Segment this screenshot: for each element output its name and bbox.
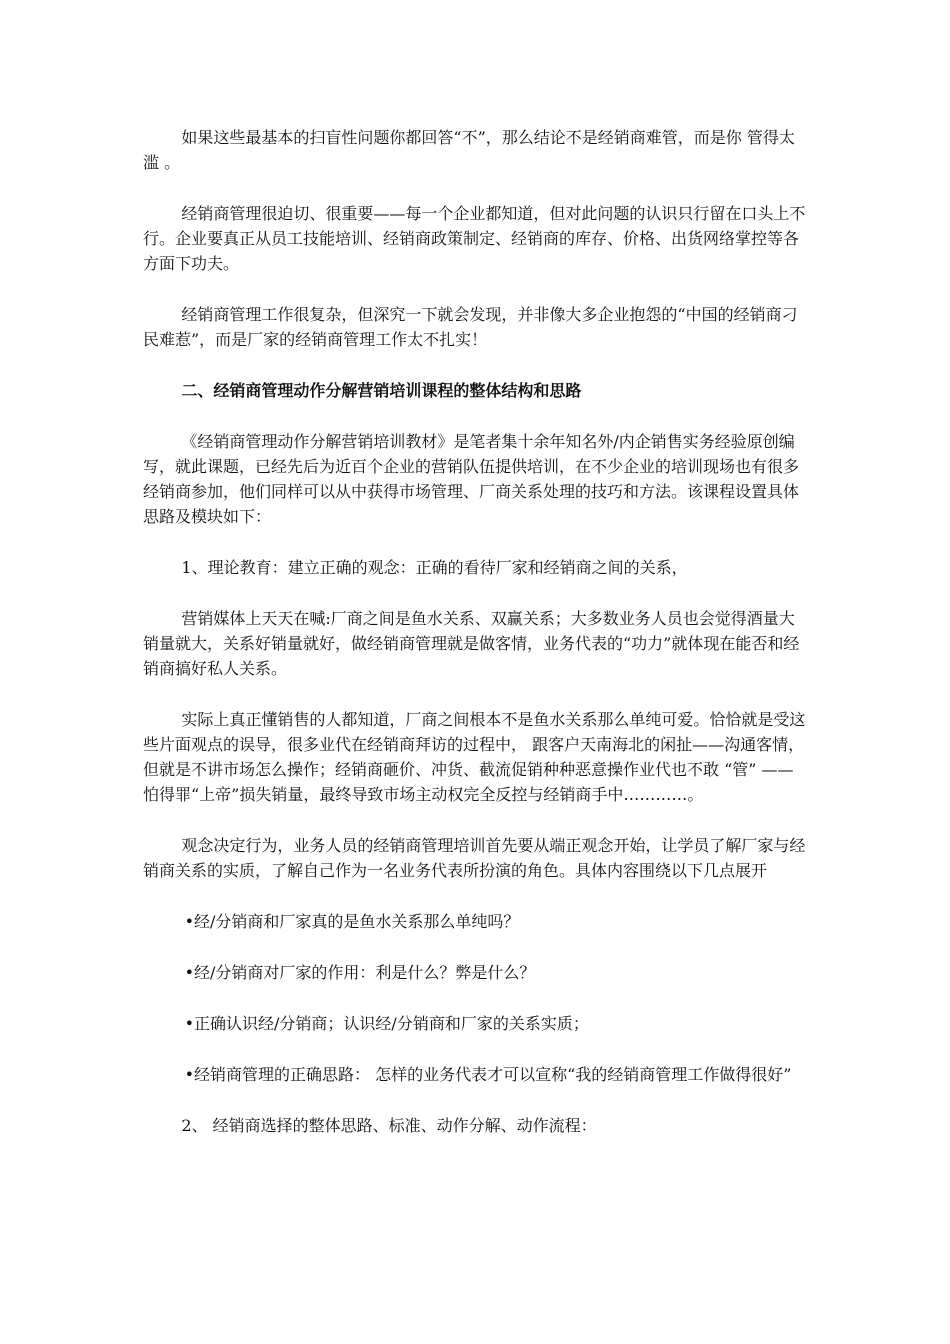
- bullet-item-2: •经/分销商对厂家的作用：利是什么？弊是什么？: [184, 963, 536, 982]
- bullet-item-3: •正确认识经/分销商；认识经/分销商和厂家的关系实质；: [184, 1014, 589, 1033]
- numbered-item-2: 2、 经销商选择的整体思路、标准、动作分解、动作流程：: [181, 1116, 597, 1135]
- document-body: [143, 125, 808, 1164]
- paragraph-concept: 观念决定行为，业务人员的经销商管理培训首先要从端正观念开始，让学员了解厂家与经销商关系的实质，了解自己作为一名业务代表所扮演的角色。具体内容围绕以下几点展开: [143, 836, 806, 880]
- paragraph-conclusion: 如果这些最基本的扫盲性问题你都回答“不”，那么结论不是经销商难管，而是你 管得太滥 。: [143, 128, 795, 172]
- paragraph-course-intro: 《经销商管理动作分解营销培训教材》是笔者集十余年知名外/内企销售实务经验原创编写，就此课题，已经先后为近百个企业的营销队伍提供培训，在不少企业的培训现场也有很多经销商参加，他们同样可以从中获得市场管理、厂商关系处理的技巧和方法。该课程设置具体思路及模块如下：: [143, 432, 800, 526]
- bullet-item-4: •经销商管理的正确思路： 怎样的业务代表才可以宣称“我的经销商管理工作做得很好”: [184, 1065, 792, 1084]
- paragraph-media-view: 营销媒体上天天在喊:厂商之间是鱼水关系、双赢关系；大多数业务人员也会觉得酒量大销量就大，关系好销量就好，做经销商管理就是做客情，业务代表的“功力”就体现在能否和经销商搞好私人关系。: [143, 609, 800, 678]
- paragraph-urgency: 经销商管理很迫切、很重要——每一个企业都知道，但对此问题的认识只行留在口头上不行。企业要真正从员工技能培训、经销商政策制定、经销商的库存、价格、出货网络掌控等各方面下功夫。: [143, 204, 806, 273]
- section-heading-2: 二、经销商管理动作分解营销培训课程的整体结构和思路: [181, 381, 582, 400]
- paragraph-complexity: 经销商管理工作很复杂，但深究一下就会发现，并非像大多企业抱怨的“中国的经销商刁民难惹”，而是厂家的经销商管理工作太不扎实！: [143, 305, 798, 349]
- paragraph-reality: 实际上真正懂销售的人都知道，厂商之间根本不是鱼水关系那么单纯可爱。恰恰就是受这些片面观点的误导，很多业代在经销商拜访的过程中， 跟客户天南海北的闲扯——沟通客情， 但就是不讲市场怎么操作；经销商砸价、冲货、截流促销种种恶意操作业代也不敢 “管” ——怕得罪“上帝”损失销量，最终导致市场主动权完全反控与经销商手中…………。: [143, 710, 806, 804]
- bullet-item-1: •经/分销商和厂家真的是鱼水关系那么单纯吗？: [184, 912, 520, 931]
- numbered-item-1: 1、理论教育：建立正确的观念：正确的看待厂家和经销商之间的关系，: [181, 558, 688, 577]
